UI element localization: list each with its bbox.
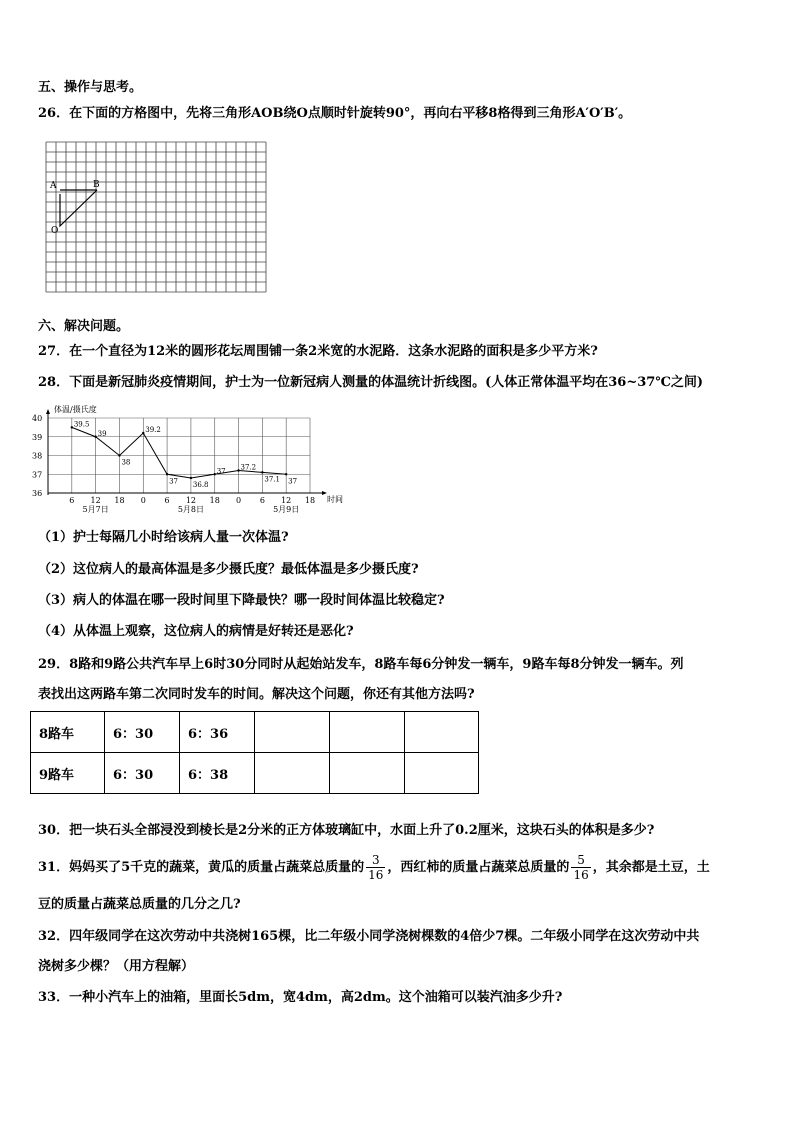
day-label: 5月9日	[273, 505, 300, 513]
section-heading-6: 六、解决问题。	[38, 319, 130, 334]
chart-point	[285, 473, 287, 475]
x-tick-label: 6	[69, 496, 75, 505]
data-label: 39.2	[145, 426, 161, 434]
triangle-aob	[60, 190, 97, 226]
day-label: 5月7日	[82, 505, 109, 513]
chart-point	[94, 436, 96, 438]
fraction-numerator: 5	[571, 853, 590, 868]
data-label: 37	[169, 477, 179, 486]
y-axis-arrow-icon	[46, 409, 50, 414]
chart-point	[118, 454, 120, 456]
fraction-tomato	[571, 853, 590, 882]
x-tick-label: 6	[259, 496, 265, 505]
question-32-line-1: 32．四年级同学在这次劳动中共浇树165棵，比二年级小同学浇树棵数的4倍少7棵。二年级小同学在这次劳动中共	[38, 929, 700, 944]
x-tick-label: 12	[281, 496, 292, 505]
x-tick-label: 0	[235, 496, 242, 505]
question-32-line-2: 浇树多少棵？（用方程解）	[38, 959, 195, 974]
section-heading-5: 五、操作与思考。	[38, 80, 143, 95]
y-tick-label: 39	[32, 432, 43, 442]
question-28-sub-3: （3）病人的体温在哪一段时间里下降最快？哪一段时间体温比较稳定?	[38, 593, 445, 608]
y-tick-label: 37	[32, 470, 43, 480]
chart-point	[166, 473, 168, 475]
question-28-sub-2: （2）这位病人的最高体温是多少摄氏度？最低体温是多少摄氏度?	[38, 562, 419, 577]
x-tick-label: 6	[164, 496, 170, 505]
table-cell	[255, 712, 330, 753]
question-28-sub-4: （4）从体温上观察，这位病人的病情是好转还是恶化?	[38, 624, 354, 639]
chart-point	[142, 432, 144, 434]
chart-title: 体温/摄氏度	[54, 405, 97, 414]
chart-point	[261, 471, 263, 473]
question-33: 33．一种小汽车上的油箱，里面长5dm，宽4dm，高2dm。这个油箱可以装汽油多少升?	[38, 990, 563, 1005]
point-a-label: A	[50, 181, 57, 191]
data-label: 37.1	[264, 475, 280, 484]
fraction-denominator: 16	[368, 868, 384, 882]
data-label: 36.8	[192, 481, 209, 489]
question-29-line-2: 表找出这两路车第二次同时发车的时间。解决这个问题，你还有其他方法吗?	[38, 687, 475, 702]
question-30: 30．把一块石头全部浸没到棱长是2分米的正方体玻璃缸中，水面上升了0.2厘米，这块石头的体积是多少?	[38, 823, 655, 838]
table-cell	[405, 753, 479, 794]
temperature-line-chart	[30, 403, 350, 513]
question-31-text-b: ，西红柿的质量占蔬菜总质量的	[387, 860, 570, 875]
table-cell: 6：30	[105, 753, 180, 794]
x-tick-label: 18	[209, 496, 220, 505]
fraction-numerator: 3	[366, 853, 385, 868]
table-cell: 9路车	[31, 753, 105, 794]
question-28: 28．下面是新冠肺炎疫情期间，护士为一位新冠病人测量的体温统计折线图。(人体正常体温平均在36~37℃之间)	[38, 375, 704, 390]
point-o-label: O	[51, 226, 59, 236]
question-28-sub-1: （1）护士每隔几小时给该病人量一次体温?	[38, 530, 289, 545]
table-row	[31, 712, 479, 753]
x-tick-label: 12	[185, 496, 197, 505]
question-31-line-2: 豆的质量占蔬菜总质量的几分之几?	[38, 897, 241, 912]
x-tick-label: 18	[304, 496, 316, 505]
table-cell: 6：30	[105, 712, 180, 753]
table-row	[31, 753, 479, 794]
rotation-grid	[40, 140, 270, 300]
y-tick-label: 40	[32, 414, 43, 423]
x-tick-label: 18	[114, 496, 125, 505]
table-cell	[255, 753, 330, 794]
data-label: 37	[288, 477, 298, 486]
day-label: 5月8日	[177, 505, 205, 513]
table-cell: 8路车	[31, 712, 105, 753]
question-26: 26．在下面的方格图中，先将三角形AOB绕O点顺时针旋转90°，再向右平移8格得到三角形A′O′B′。	[38, 106, 632, 121]
fraction-denominator: 16	[573, 868, 589, 882]
x-tick-label: 0	[140, 496, 146, 505]
table-cell: 6：38	[180, 753, 255, 794]
question-31-line-1	[38, 849, 764, 887]
data-label: 37	[216, 467, 226, 476]
bus-schedule-table	[30, 711, 479, 794]
fraction-cucumber	[366, 853, 385, 882]
point-b-label: B	[93, 180, 100, 190]
chart-xlabel: 时间	[327, 495, 343, 504]
question-29-line-1: 29．8路和9路公共汽车早上6时30分同时从起始站发车，8路车每6分钟发一辆车，9路车每8分钟发一辆车。列	[38, 657, 684, 672]
table-cell	[330, 712, 405, 753]
data-label: 39	[97, 429, 107, 438]
table-cell	[405, 712, 479, 753]
question-31-text-c: ，其余都是土豆，土	[592, 860, 710, 875]
data-label: 39.5	[73, 420, 90, 429]
y-tick-label: 36	[32, 489, 43, 498]
chart-point	[71, 426, 73, 428]
chart-point	[214, 473, 216, 475]
chart-point	[190, 477, 192, 479]
data-label: 37.2	[240, 463, 257, 472]
table-cell	[330, 753, 405, 794]
x-tick-label: 12	[90, 496, 101, 505]
chart-point	[237, 469, 239, 471]
data-label: 38	[121, 458, 131, 467]
table-cell: 6：36	[180, 712, 255, 753]
y-tick-label: 38	[32, 451, 43, 461]
question-27: 27．在一个直径为12米的圆形花坛周围铺一条2米宽的水泥路．这条水泥路的面积是多少平方米?	[38, 344, 598, 359]
question-31-text-a: 31．妈妈买了5千克的蔬菜，黄瓜的质量占蔬菜总质量的	[38, 860, 365, 875]
